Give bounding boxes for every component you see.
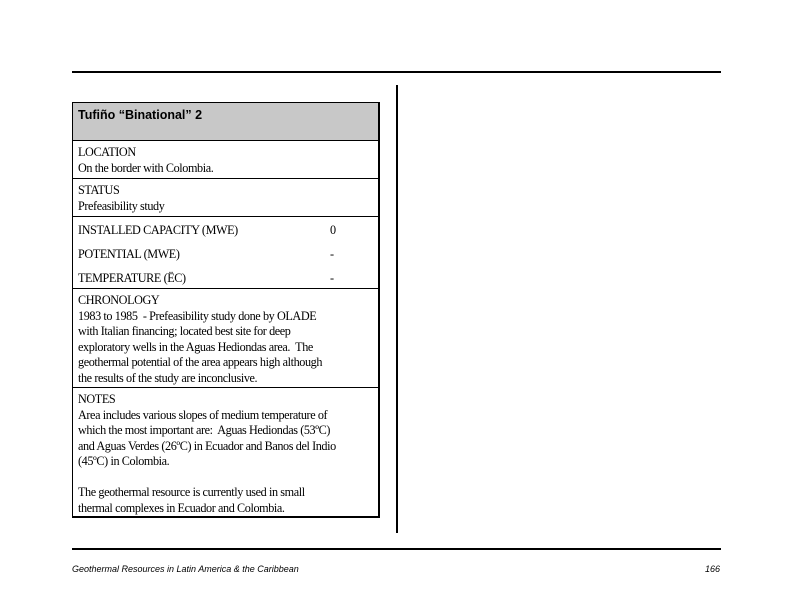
chronology-line: geothermal potential of the area appears high although xyxy=(78,355,323,369)
location-label: LOCATION xyxy=(78,145,136,159)
metric-row xyxy=(78,243,373,267)
location-section xyxy=(73,140,378,178)
notes-label: NOTES xyxy=(78,392,116,406)
notes-line: The geothermal resource is currently used in small xyxy=(78,485,305,499)
notes-line xyxy=(78,470,373,486)
chronology-label: CHRONOLOGY xyxy=(78,293,160,307)
chronology-line: exploratory wells in the Aguas Hediondas area. The xyxy=(78,339,313,354)
notes-line: Area includes various slopes of medium temperature of xyxy=(78,407,328,422)
metric-value: - xyxy=(330,271,334,286)
metrics-section xyxy=(73,216,378,288)
notes-line: and Aguas Verdes (26ºC) in Ecuador and Banos del Indio xyxy=(78,438,336,453)
column-divider xyxy=(396,85,398,533)
metric-row xyxy=(78,219,373,243)
metric-value: 0 xyxy=(330,223,336,238)
bottom-rule xyxy=(72,548,721,550)
location-value: On the border with Colombia. xyxy=(78,160,214,175)
metric-value: - xyxy=(330,247,334,262)
page-number: 166 xyxy=(704,564,720,574)
notes-section xyxy=(73,387,378,516)
notes-line: thermal complexes in Ecuador and Colombia. xyxy=(78,500,285,515)
chronology-line: 1983 to 1985 - Prefeasibility study done by OLADE xyxy=(78,308,317,323)
footer-title: Geothermal Resources in Latin America & the Caribbean xyxy=(72,564,299,574)
notes-line: (45ºC) in Colombia. xyxy=(78,454,170,468)
chronology-line: the results of the study are inconclusive. xyxy=(78,370,258,385)
metric-label: INSTALLED CAPACITY (MWE) xyxy=(78,223,238,238)
chronology-section xyxy=(73,288,378,387)
status-label: STATUS xyxy=(78,183,120,197)
metric-label: TEMPERATURE (ЁC) xyxy=(78,271,186,286)
top-rule xyxy=(72,71,721,73)
chronology-line: with Italian financing; located best site for deep xyxy=(78,324,291,338)
status-section xyxy=(73,178,378,216)
status-value: Prefeasibility study xyxy=(78,198,165,213)
metric-label: POTENTIAL (MWE) xyxy=(78,247,180,262)
site-table xyxy=(72,102,380,518)
notes-line: which the most important are: Aguas Hediondas (53ºC) xyxy=(78,423,331,437)
site-title: Tufiño “Binational” 2 xyxy=(73,103,378,140)
